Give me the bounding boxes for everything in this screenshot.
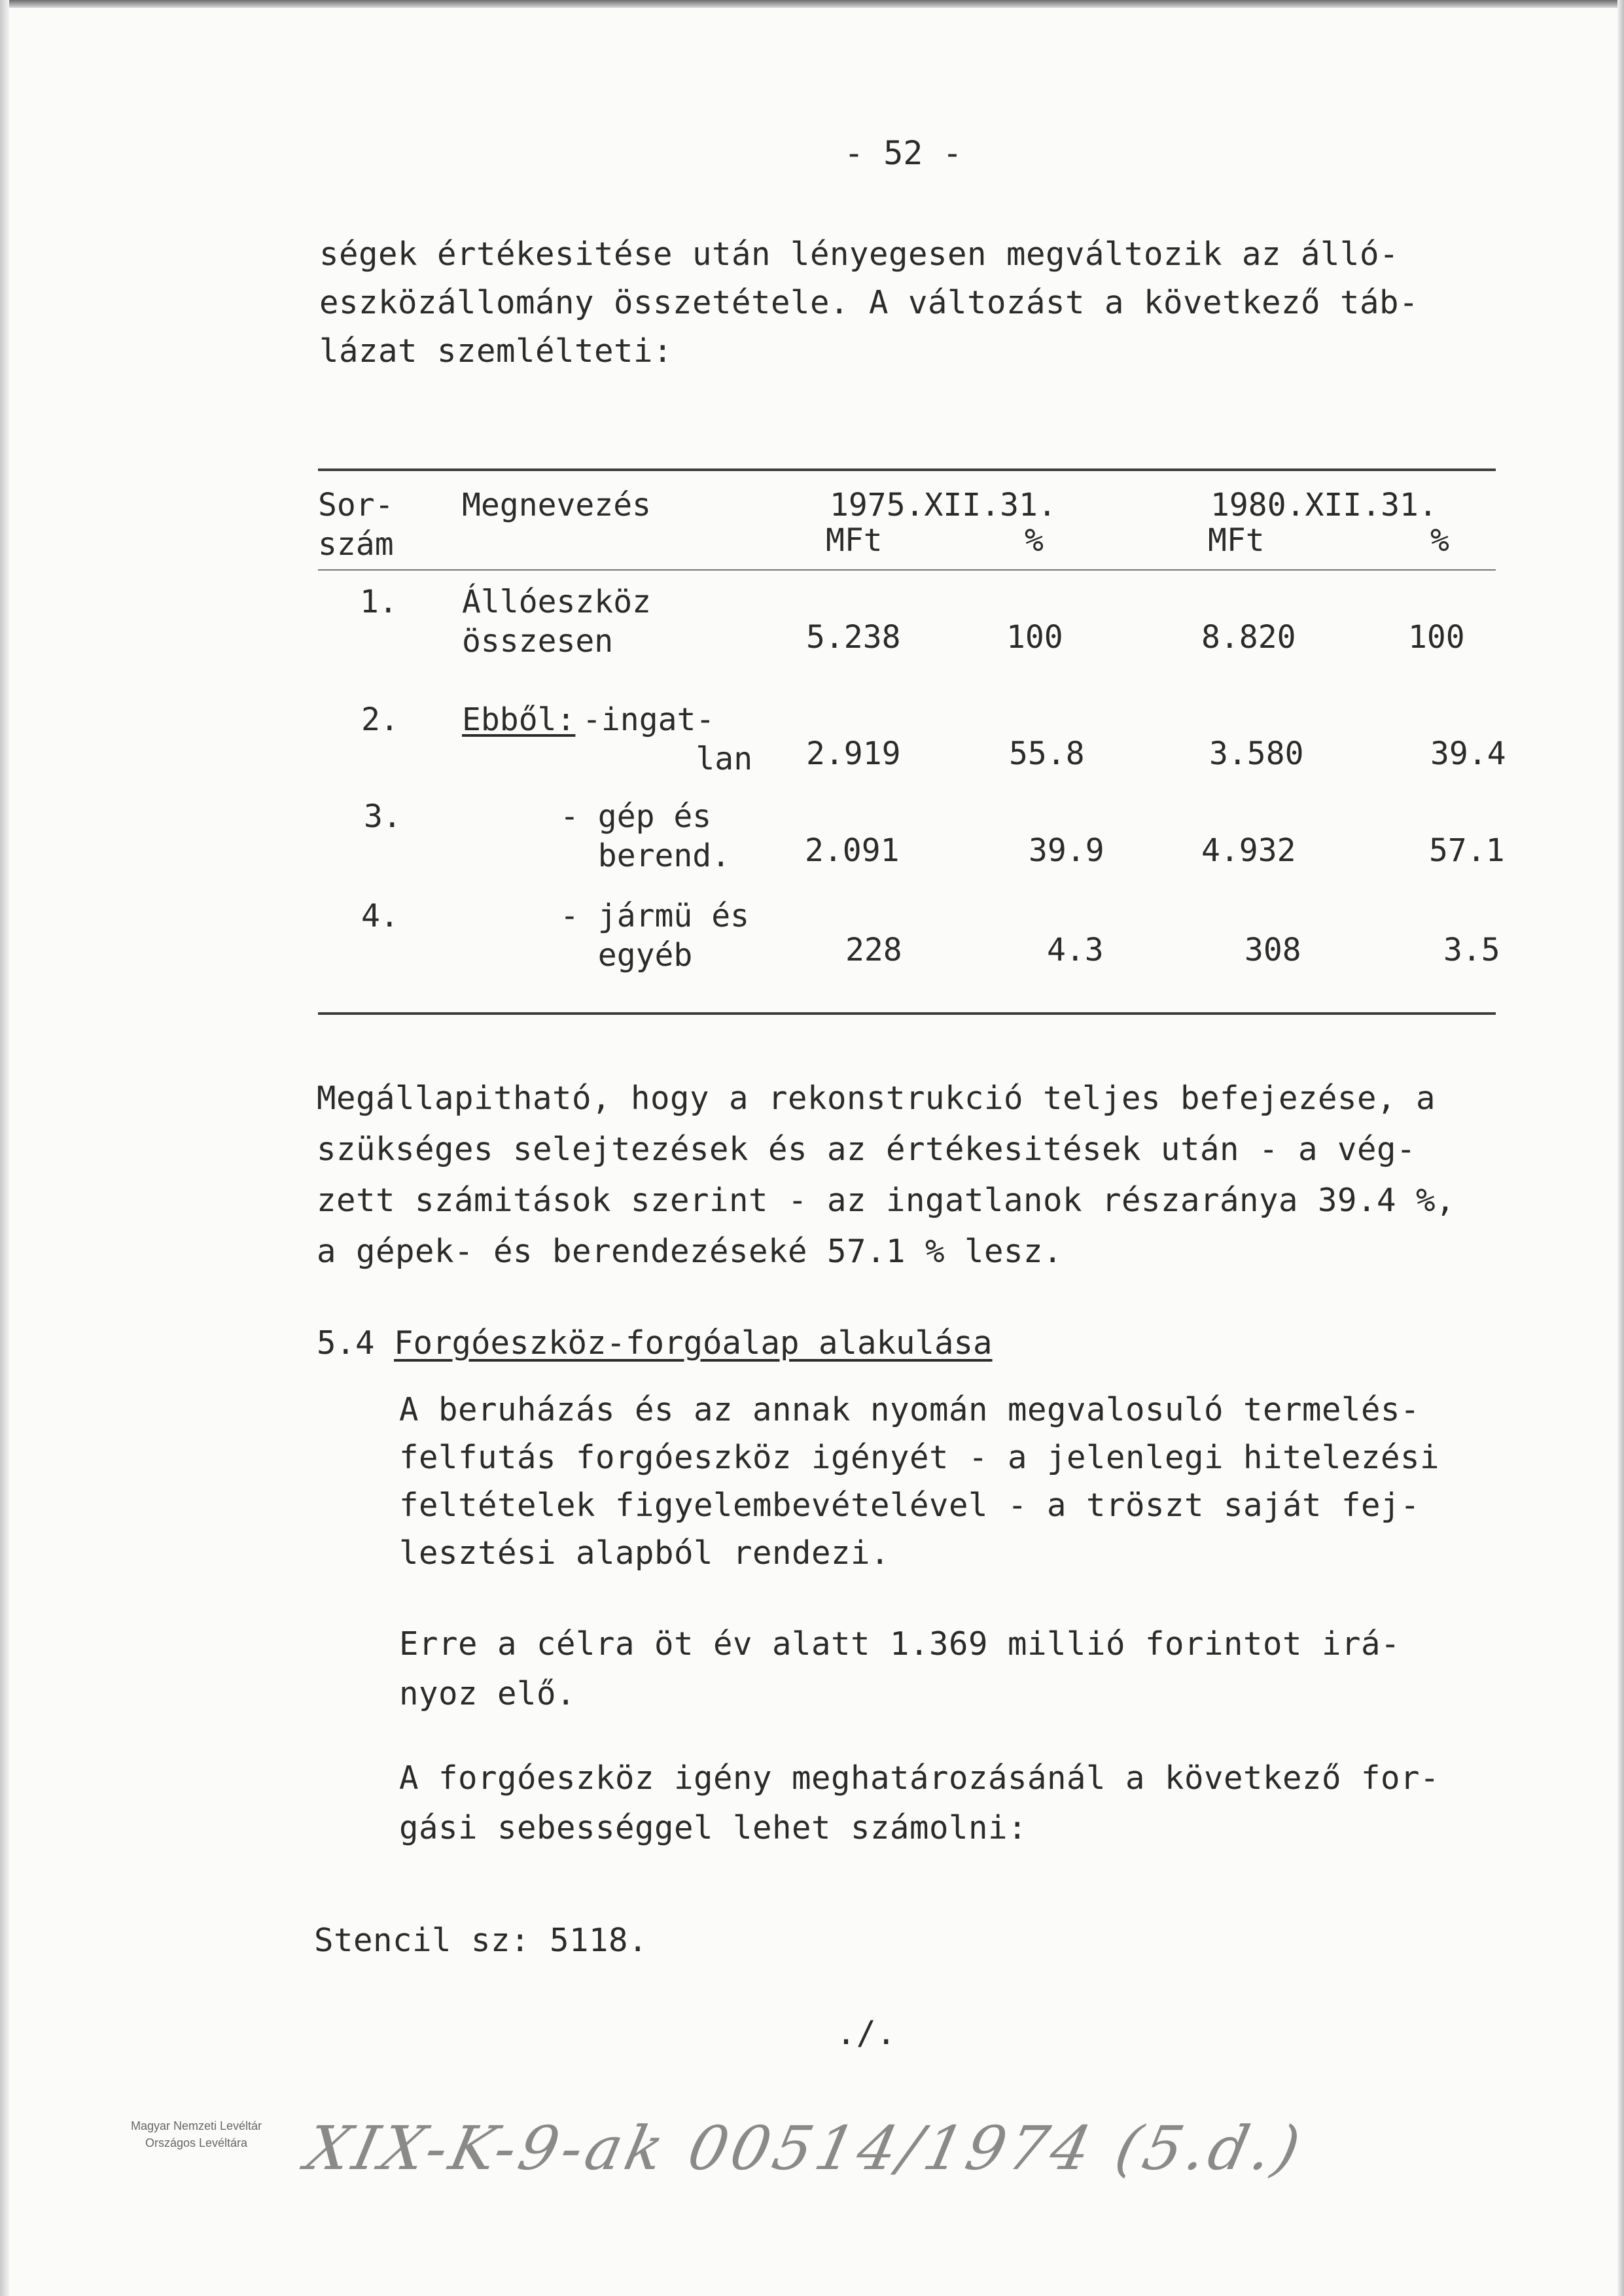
row-pct-1975: 4.3	[1047, 932, 1104, 968]
header-unit-mft-1975: MFt	[826, 522, 883, 559]
header-unit-pct-1975: %	[1025, 522, 1044, 559]
row-pct-1980: 3.5	[1443, 932, 1500, 968]
section-title: Forgóeszköz-forgóalap alakulása	[394, 1324, 993, 1362]
row-mft-1975: 2.919	[806, 735, 901, 772]
row-pct-1975: 55.8	[1009, 735, 1085, 772]
scan-edge-right	[1617, 0, 1624, 2296]
archive-stamp-line: Magyar Nemzeti Levéltár	[130, 2119, 262, 2132]
section-heading	[317, 1322, 993, 1365]
header-megnevezes: Megnevezés	[462, 487, 651, 523]
row-mft-1975: 5.238	[806, 619, 901, 656]
row-pct-1975: 39.9	[1029, 832, 1104, 869]
body-paragraph: A beruházás és az annak nyomán megvalosuló termelés- felfutás forgóeszköz igényét - a jelenlegi hitelezési feltételek figyelembevételével - a tröszt saját fej- lesztési alapból rendezi.	[399, 1391, 1440, 1572]
row-mft-1980: 3.580	[1209, 735, 1304, 772]
row-name: - jármü és egyéb	[560, 898, 749, 974]
row-mft-1980: 4.932	[1201, 832, 1296, 869]
intro-paragraph: ségek értékesitése után lényegesen megváltozik az álló- eszközállomány összetétele. A változást a következő táb- lázat szemlélteti:	[319, 236, 1419, 370]
row-mft-1975: 228	[845, 932, 902, 968]
row-prefix-ebbol: Ebből:	[462, 701, 576, 738]
table-header-rule	[318, 569, 1496, 571]
section-number: 5.4	[317, 1324, 375, 1362]
continued-mark: ./.	[836, 2014, 896, 2052]
row-mft-1980: 8.820	[1201, 619, 1296, 656]
row-name: - gép és berend.	[560, 798, 731, 874]
stencil-number: Stencil sz: 5118.	[314, 1922, 648, 1959]
result-paragraph: Megállapitható, hogy a rekonstrukció teljes befejezése, a szükséges selejtezések és az értékesitések után - a vég- zett számitások szerint - az ingatlanok részaránya 39.4 %, a gépek- és berendezéseké 57.1 % lesz.	[317, 1080, 1456, 1270]
header-unit-pct-1980: %	[1430, 522, 1449, 559]
row-mft-1975: 2.091	[805, 832, 900, 869]
row-number: 1.	[360, 584, 398, 620]
row-number: 2.	[361, 701, 399, 738]
header-sorszam: Sor- szám	[318, 487, 394, 563]
row-mft-1980: 308	[1244, 932, 1301, 968]
row-pct-1980: 100	[1408, 619, 1465, 656]
scan-edge-top	[0, 0, 1624, 8]
body-paragraph: A forgóeszköz igény meghatározásánál a következő for- gási sebességgel lehet számolni:	[399, 1759, 1440, 1846]
row-pct-1975: 100	[1006, 619, 1063, 656]
page-number: - 52 -	[844, 134, 962, 172]
row-name: -ingat- lan	[582, 701, 753, 777]
header-unit-mft-1980: MFt	[1208, 522, 1265, 559]
table-top-rule	[318, 468, 1496, 471]
archive-stamp-line: Országos Levéltára	[145, 2136, 248, 2149]
row-number: 3.	[364, 798, 402, 835]
row-pct-1980: 39.4	[1430, 735, 1506, 772]
row-pct-1980: 57.1	[1429, 832, 1505, 869]
body-paragraph: Erre a célra öt év alatt 1.369 millió forintot irá- nyoz elő.	[399, 1625, 1401, 1712]
table-bottom-rule	[318, 1012, 1496, 1015]
scan-edge-left	[0, 0, 9, 2296]
header-year-1975: 1975.XII.31.	[830, 487, 1057, 523]
archive-stamp	[98, 2117, 294, 2151]
row-name: Állóeszköz összesen	[462, 584, 651, 660]
header-year-1980: 1980.XII.31.	[1210, 487, 1438, 523]
row-number: 4.	[361, 898, 399, 934]
handwritten-archive-reference: XIX-K-9-ak 00514/1974 (5.d.)	[300, 2113, 1310, 2183]
